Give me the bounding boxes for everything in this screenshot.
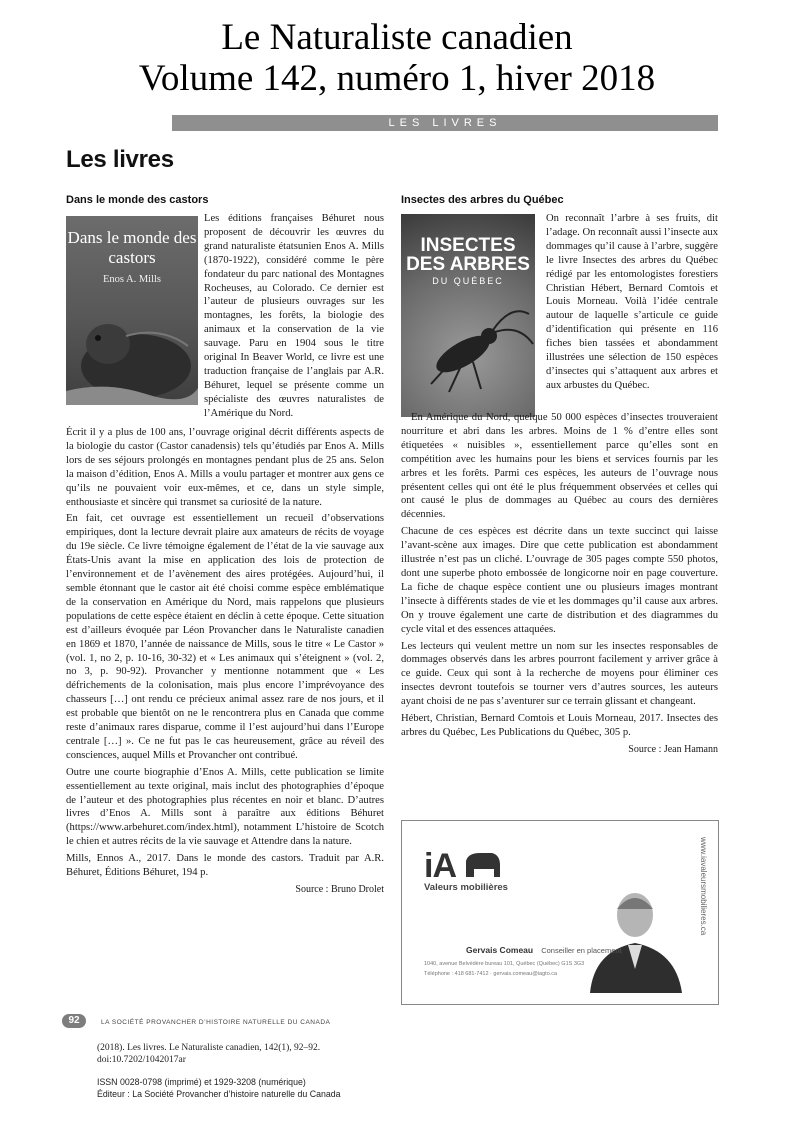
review1-paragraph-4: Outre une courte biographie d’Enos A. Mills, cette publication se limite essentiellement au texte original, mais inclut des photographies d’époque de l’auteur et des photographies plus récentes en noir et blanc. D’autres livres d’Enos A. Mills sont à paraître aux éditions Béhuret (https://www.arbehuret.com/index.html), notamment L’histoire de Scotch le chien et autres récits de la vie sauvage et Attendre dans la nature. (66, 766, 384, 848)
beaver-illustration (66, 216, 198, 405)
advisor-name: Gervais Comeau (466, 945, 534, 955)
review1-source: Source : Bruno Drolet (295, 884, 384, 895)
cover-title: INSECTES DES ARBRES (406, 235, 530, 275)
ad-address: 1040, avenue Belvédère bureau 101, Québec (Québec) G1S 3G3 (424, 961, 585, 967)
review2-heading: Insectes des arbres du Québec (401, 194, 564, 206)
advisor-name-line (466, 945, 622, 955)
doi[interactable]: doi:10.7202/1042017ar (97, 1055, 186, 1065)
ad-phone: Téléphone : 418 681-7412 · gervais.comeau@iagto.ca (424, 971, 558, 977)
journal-title: Le Naturaliste canadien (221, 17, 573, 58)
book-cover-insectes (401, 214, 535, 417)
review1-body (66, 426, 384, 897)
page-number: 92 (62, 1014, 86, 1028)
issue-title: Volume 142, numéro 1, hiver 2018 (138, 58, 656, 99)
review1-intro-wrapped (204, 212, 384, 424)
citation: (2018). Les livres. Le Naturaliste canadien, 142(1), 92–92. (97, 1043, 321, 1053)
review1-paragraph-2: Écrit il y a plus de 100 ans, l’ouvrage original décrit différents aspects de la biologie du castor (Castor canadensis) tels qu’étudiés par Enos A. Mills lors de ses séjours prolongés en montagnes pendant plus de 25 ans. Selon la maison d’édition, Enos A. Mills a voulu partager et montrer aux gens ce qu’ils ne pouvaient voir eux-mêmes, et ce, dans un style simple, enthousiaste et sincère qui transmet sa curiosité de la nature. (66, 427, 384, 508)
elephant-icon (462, 851, 502, 881)
review2-paragraph-3: Chacune de ces espèces est décrite dans un texte succinct qui laisse l’avant-scène aux images. Dire que cette publication est abondamment illustrée n’est pas un cliché. L’ouvrage de 305 pages compte 550 photos, dont une superbe photo embossée de longicorne noir en page couverture. La fiche de chaque espèce contient une ou plusieurs images montrant l’insecte à différents stades de vie et les dommages qu’il cause aux arbres. On y trouve également une carte de distribution et des diagrammes du cycle vital et des essences attaquées. (401, 526, 718, 635)
advertisement (401, 820, 719, 1005)
cover-title: Dans le monde des castors (67, 228, 197, 267)
review2-paragraph-1: On reconnaît l’arbre à ses fruits, dit l’adage. On reconnaît aussi l’insecte aux dommages qu’il cause à l’arbre, suggère le livre Insectes des arbres du Québec rédigé par les entomologistes forestiers Christian Hébert, Bernard Comtois et Louis Morneau. Voilà l’idée centrale autour de laquelle s’articule ce guide d’identification qui présente en 116 fiches bien tassées et abondamment illustrées une sélection de 150 espèces d’insectes qui s’attaquent aux arbres et aux arbustes du Québec. (546, 213, 718, 391)
longhorn-beetle-illustration (401, 214, 535, 417)
book-cover-castors (66, 216, 198, 405)
ad-website[interactable]: www.iavaleursmobilieres.ca (699, 837, 708, 936)
review1-paragraph-3: En fait, cet ouvrage est essentiellement un recueil d’observations empiriques, dont la lecture devrait plaire aux amateurs de récits de voyage du 19e siècle. Ce livre témoigne également de l’état de la vie sauvage aux États-Unis avant la mise en application des lois de protection de l’environnement et de l’avènement des aires protégées. Aujourd’hui, il semble étonnant que le castor ait été choisi comme espèce emblématique de la conservation en Amérique du Nord, mais rappelons que plusieurs populations de cette espèce étaient en déclin à cette époque. Cette situation est d’ailleurs évoquée par Léon Provancher dans le Naturaliste canadien en 1869 et 1870, l’année de naissance de Mills, sous le titre « Le Castor » (vol. 1, no 2, p. 10-16, 30-32) et « Les animaux qui s’éteignent » (vol. 2, no 3, p. 90-92). Provancher y mentionne notamment que « Les défrichements de la colonisation, mais plus encore l’imprévoyance des chasseurs […] ont rendu ce précieux animal assez rare de nos jours, et il est probable que bientôt on ne le rencontrera plus en Canada que comme reste d’animaux rares disparue, comme il l’est aujourd’hui dans l’Europe centrale […] ». Ce ne fut pas le cas heureusement, grâce au réveil des consciences, auquel Mills et Provancher ont contribué. (66, 513, 384, 761)
rubric-bar: LES LIVRES (172, 115, 718, 131)
cover-author: Enos A. Mills (102, 274, 162, 285)
ad-tagline: Valeurs mobilières (424, 882, 508, 893)
review2-source: Source : Jean Hamann (628, 743, 718, 755)
review1-reference: Mills, Ennos A., 2017. Dans le monde des castors. Traduit par A.R. Béhuret, Éditions Béhuret, 194 p. (66, 853, 384, 879)
review2-paragraph-2: En Amérique du Nord, quelque 50 000 espèces d’insectes trouveraient nourriture et abri dans les arbres. Moins de 1 % d’entre elles sont étiquetées « nuisibles », essentiellement parce qu’elles sont en compétition avec les humains pour les biens et services fournis par les arbres et les forêts. Parmi ces espèces, les auteurs de l’ouvrage nous présentent celles qui ont été le plus fréquemment observées et celles qui ont causé le plus de dommages au Québec au cours des dernières décennies. (401, 412, 718, 521)
advisor-photo (580, 873, 690, 993)
cover-subtitle: DU QUÉBEC (432, 276, 504, 286)
review2-intro-wrapped (546, 212, 718, 396)
ia-logo: iA (424, 847, 456, 885)
advisor-role: Conseiller en placement (541, 946, 622, 955)
society-name: LA SOCIÉTÉ PROVANCHER D’HISTOIRE NATURELLE DU CANADA (101, 1019, 331, 1026)
review1-paragraph-1: Les éditions françaises Béhuret nous proposent de découvrir les œuvres du grand naturaliste étatsunien Enos A. Mills (1870-1922), considéré comme le père fondateur du parc national des Montagnes Rocheuses, au Colorado. Ce dernier est l’auteur de plusieurs ouvrages sur les montagnes, les forêts, la biologie des animaux et la conservation de la vie sauvage. Paru en 1904 sous le titre original In Beaver World, ce livre est une traduction française de l’anglais par A.R. Béhuret, lequel se présente comme un spécialiste des œuvres naturalistes de l’Amérique du Nord. (204, 213, 384, 419)
review2-paragraph-4: Les lecteurs qui veulent mettre un nom sur les insectes responsables de dommages observés dans les arbres pourront facilement y arriver grâce à ce guide. Ceux qui sont à la recherche de moyens pour éliminer ces insectes devront toutefois se tourner vers d’autres sources, les auteurs ayant choisi de ne pas s’aventurer sur ce terrain glissant et changeant. (401, 640, 718, 708)
page-title: Les livres (66, 146, 174, 173)
issn: ISSN 0028-0798 (imprimé) et 1929-3208 (numérique) (97, 1077, 306, 1087)
review2-reference: Hébert, Christian, Bernard Comtois et Louis Morneau, 2017. Insectes des arbres du Québec, Les Publications du Québec, 305 p. (401, 713, 718, 738)
publisher: Éditeur : La Société Provancher d’histoire naturelle du Canada (97, 1089, 341, 1099)
review2-body (401, 411, 718, 757)
review1-heading: Dans le monde des castors (66, 194, 209, 206)
